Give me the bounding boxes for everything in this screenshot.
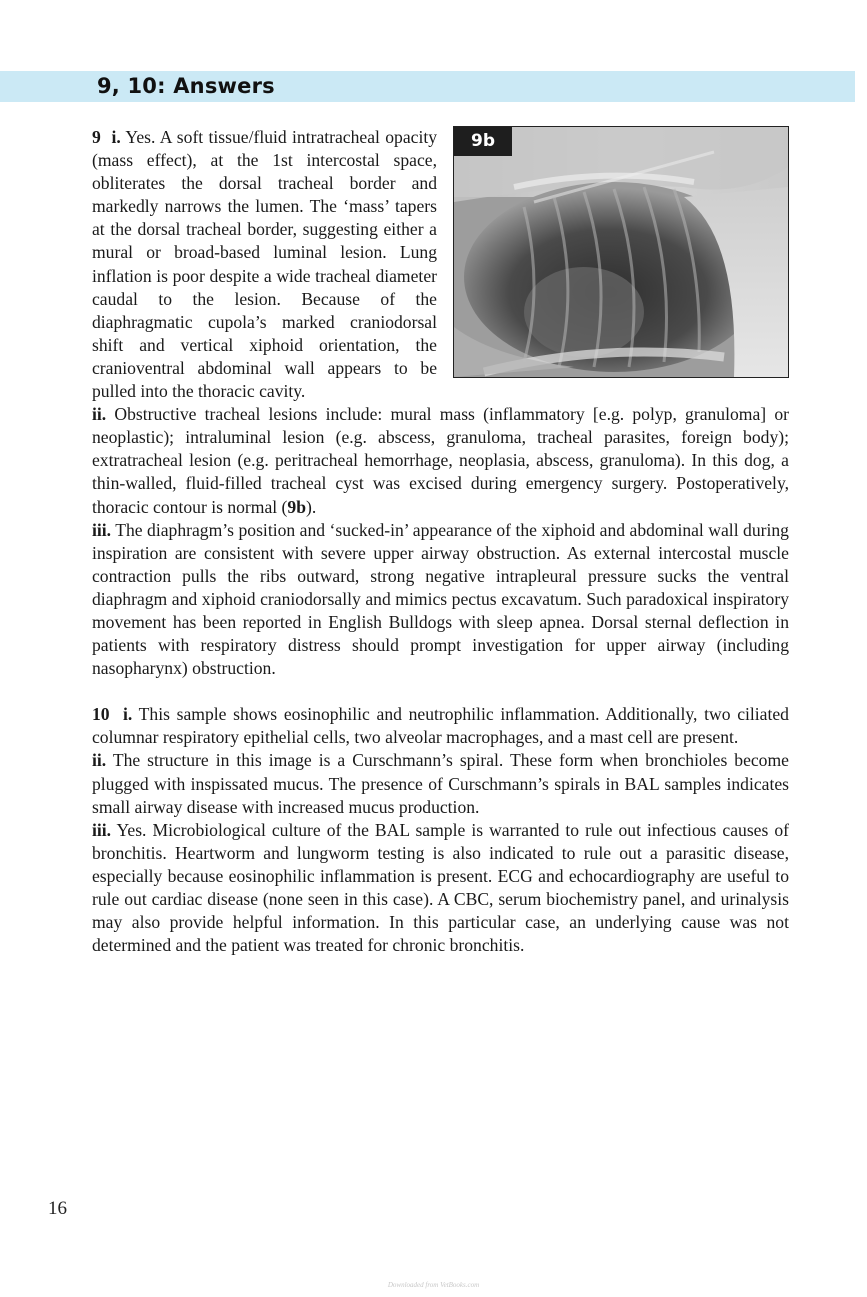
- q10-part-i: [92, 703, 789, 749]
- q10-part-i-text: This sample shows eosinophilic and neutrophilic inflammation. Additionally, two ciliated columnar respiratory epithelial cells, two alveolar macrophages, and a mast cell are present.: [92, 704, 789, 748]
- page-number: 16: [48, 1198, 67, 1219]
- q10-part-ii: [92, 749, 789, 818]
- q10-number: 10: [92, 704, 110, 725]
- q9-part-ii-label: ii.: [92, 404, 107, 425]
- answer-content: [92, 126, 789, 957]
- q9-part-i-text: Yes. A soft tissue/fluid intratracheal opacity (mass effect), at the 1st intercostal space, obliterates the dorsal tracheal border and markedly narrows the lumen. The ‘mass’ tapers at the dorsal tracheal border, suggesting either a mural or broad-based luminal lesion. Lung inflation is poor despite a wide tracheal diameter caudal to the lesion. Because of the diaphragmatic cupola’s marked craniodorsal shift and vertical xiphoid orientation, the cranioventral abdominal wall appears to be pulled into the thoracic cavity.: [92, 127, 438, 402]
- q9-part-ii: [92, 403, 789, 518]
- radiograph-image: [454, 127, 788, 377]
- q9-figure-ref: 9b: [287, 496, 307, 517]
- q10-part-iii-text: Yes. Microbiological culture of the BAL sample is warranted to rule out infectious causes of bronchitis. Heartworm and lungworm testing is also indicated to rule out a parasitic disease, especially because eosinophilic inflammation is present. ECG and echocardiography are useful to rule out cardiac disease (none seen in this case). A CBC, serum biochemistry panel, and urinalysis may also provide helpful information. In this particular case, an underlying cause was not determined and the patient was treated for chronic bronchitis.: [92, 819, 789, 956]
- q9-part-ii-text: Obstructive tracheal lesions include: mural mass (inflammatory [e.g. polyp, granuloma] or neoplastic); intraluminal lesion (e.g. abscess, granuloma, tracheal parasites, foreign body); extratracheal lesion (e.g. peritracheal hemorrhage, neoplasia, abscess, granuloma). In this dog, a thin-walled, fluid-filled tracheal cyst was excised during emergency surgery. Postoperatively, thoracic contour is normal (: [92, 404, 789, 517]
- radiograph-figure-9b: [453, 126, 789, 378]
- q10-part-iii: [92, 819, 789, 958]
- q9-number: 9: [92, 127, 101, 147]
- q9-part-i-label: i.: [111, 127, 121, 147]
- q10-part-ii-label: ii.: [92, 750, 107, 771]
- download-note: Downloaded from VetBooks.com: [387, 1281, 480, 1289]
- page-title: 9, 10: Answers: [97, 74, 275, 98]
- q9-part-iii: [92, 519, 789, 681]
- q9-part-ii-after: ).: [306, 496, 317, 517]
- q9-part-iii-text: The diaphragm’s position and ‘sucked-in’ appearance of the xiphoid and abdominal wall during inspiration are consistent with severe upper airway obstruction. As external intercostal muscle contraction pulls the ribs outward, strong negative intrapleural pressure sucks the ventral diaphragm and xiphoid craniodorsally and mimics pectus excavatum. Such paradoxical inspiratory movement has been reported in English Bulldogs with sleep apnea. Dorsal sternal deflection in patients with respiratory distress should prompt investigation for upper airway (including nasopharynx) obstruction.: [92, 519, 789, 679]
- q10-part-ii-text: The structure in this image is a Curschmann’s spiral. These form when bronchioles become plugged with inspissated mucus. The presence of Curschmann’s spirals in BAL samples indicates small airway disease with increased mucus production.: [92, 750, 789, 817]
- q10-part-i-label: i.: [122, 704, 133, 725]
- q10-part-iii-label: iii.: [92, 819, 112, 840]
- q9-part-iii-label: iii.: [92, 519, 112, 540]
- figure-label: 9b: [454, 127, 512, 156]
